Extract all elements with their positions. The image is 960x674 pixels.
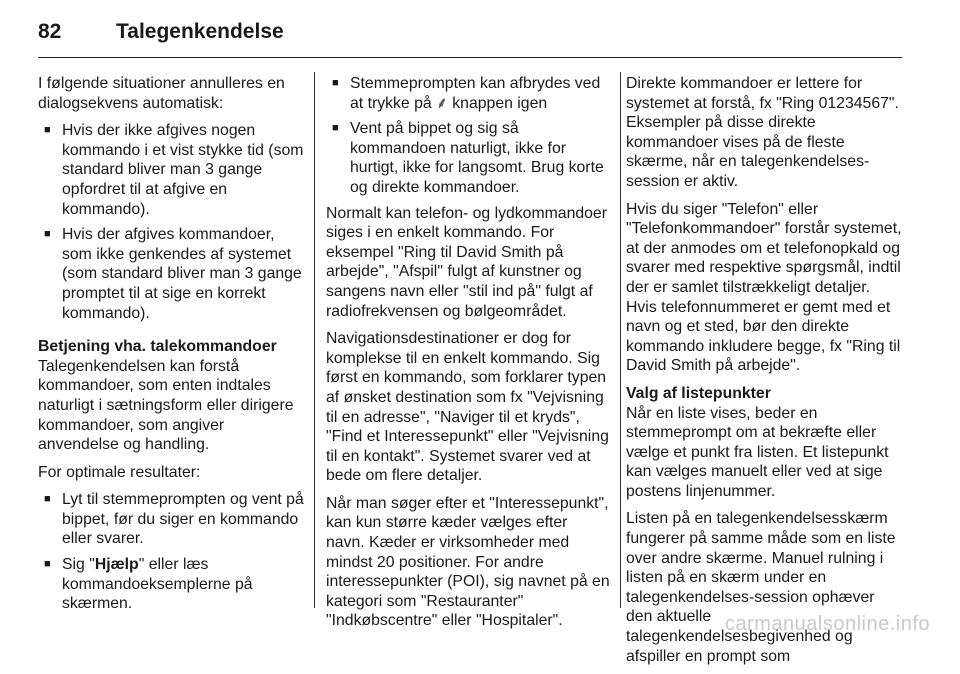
list-item-text: Hvis der ikke afgives nogen kommando i et vist stykke tid (som standard bliver man 3 gange opfordret til at afgive en kommando). [62,122,304,218]
section-heading: Betjening vha. talekommandoer [38,338,277,356]
bullet-icon: ■ [44,124,51,137]
paragraph: Normalt kan telefon- og lydkommandoer siges i en enkelt kommando. For eksempel "Ring til David Smith på arbejde", "Afspil" fulgt af kunstner og sangens navn eller "stil ind på" fulgt af radiofrekvensen og bølgeområdet. [326,204,607,320]
bullet-icon: ■ [332,77,339,89]
list-item-text: Vent på bippet og sig så kommandoen naturligt, ikke for hurtigt, ikke for langsomt. Brug korte og direkte kommandoer. [350,120,604,196]
list-item-text [62,555,306,614]
list-item [326,119,610,197]
column-3 [626,74,902,674]
paragraph: Listen på en talegenkendelsesskærm fungerer på samme måde som en liste over andre skærme. Manuel rulning i listen på en skærm under en talegenkendelses-session ophæver den aktuelle talegenkendelsesbegivenhed og afspiller en prompt som [626,510,896,665]
paragraph: Navigationsdestinationer er dog for komplekse til en enkelt kommando. Sig først en kommando, som forklarer typen af ønsket destination som fx "Vejvisning til en adresse", "Naviger til et kryds", "Find et Interessepunkt" eller "Vejvisning til en kontakt". Systemet svarer ved at bede om flere detaljer. [326,330,609,485]
paragraph: Når man søger efter et "Interessepunkt", kan kun større kæder vælges efter navn. Kæder er virksomheder med mindst 20 positioner. For andre interessepunkter (POI), sig navnet på en kategori som "Restauranter" "Indkøbscentre" eller "Hospitaler". [326,494,610,630]
list-item-text: Lyt til stemmeprompten og vent på bippet, før du siger en kommando eller svarer. [62,491,304,548]
paragraph: Direkte kommandoer er lettere for systemet at forstå, fx "Ring 01234567". Eksempler på disse direkte kommandoer vises på de fleste skærme, når en talegenkendelses-session er aktiv. [626,75,899,190]
bullet-icon: ■ [44,493,51,506]
column-divider [314,72,315,608]
list-item [38,490,306,549]
list-item-text: Stemmeprompten kan afbrydes ved at trykke på ⸙ knappen igen [350,75,601,112]
list-item [326,74,610,113]
bullet-icon: ■ [44,228,51,241]
section-heading: Valg af listepunkter [626,384,771,402]
page-header [38,14,902,54]
paragraph: Talegenkendelsen kan forstå kommandoer, som enten indtales naturligt i sætningsform eller dirigere kommandoer, som angiver anvendelse og handling. [38,357,294,454]
paragraph: For optimale resultater: [38,463,201,481]
column-2 [326,74,610,639]
intro-paragraph: I følgende situationer annulleres en dialogsekvens automatisk: [38,75,285,112]
bullet-icon: ■ [44,558,51,571]
list-item [38,555,306,614]
page-number: 82 [38,20,62,43]
paragraph: Når en liste vises, beder en stemmeprompt om at bekræfte eller vælge et punkt fra listen. Et listepunkt kan vælges manuelt eller ved at sige postens linjenummer. [626,404,889,500]
header-divider [38,57,902,58]
bold-keyword: Hjælp [94,556,139,574]
paragraph: Hvis du siger "Telefon" eller "Telefonkommandoer" forstår systemet, at der anmodes om et telefonopkald og svarer med respektive spørgsmål, indtil der er samlet tilstrækkeligt detaljer. Hvis telefonnummeret er gemt med et navn og et sted, bør den direkte kommando inkludere begge, fx "Ring til David Smith på arbejde". [626,200,902,375]
list-item-text: Hvis der afgives kommandoer, som ikke genkendes af systemet (som standard bliver man 3 gange promptet til at sige en korrekt kommando). [62,226,302,322]
bullet-icon: ■ [332,122,339,135]
watermark: carmanualsonline.info [724,613,930,635]
column-divider [620,72,621,608]
list-item [38,225,306,323]
text-fragment: " eller læs kommandoeksemplerne på skærmen. [62,556,253,613]
text-fragment: Sig " [62,556,95,574]
list-item [38,121,306,219]
column-1 [38,74,306,620]
page-title: Talegenkendelse [116,20,284,43]
